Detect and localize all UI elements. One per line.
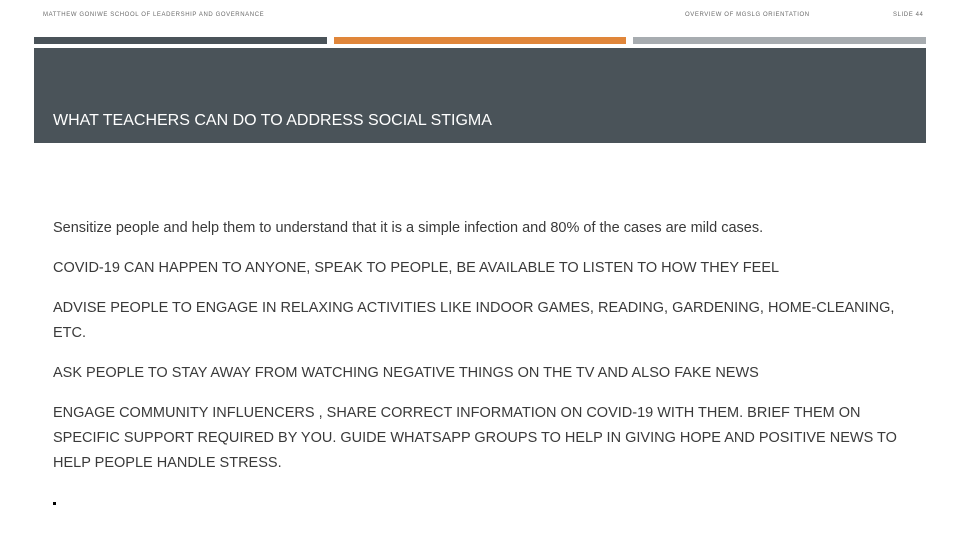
paragraph-sensitize: Sensitize people and help them to understand that it is a simple infection and 80% of the cases are mild cases.: [53, 220, 764, 236]
content-body: [53, 216, 923, 491]
paragraph-avoid-negative: ASK PEOPLE TO STAY AWAY FROM WATCHING NEGATIVE THINGS ON THE TV AND ALSO FAKE NEWS: [53, 365, 759, 381]
paragraph-covid-anyone: COVID-19 CAN HAPPEN TO ANYONE, SPEAK TO PEOPLE, BE AVAILABLE TO LISTEN TO HOW THEY FEEL: [53, 260, 780, 276]
accent-bar-orange: [334, 37, 626, 44]
title-band: [34, 48, 926, 143]
paragraph-community-influencers: ENGAGE COMMUNITY INFLUENCERS , SHARE CORRECT INFORMATION ON COVID-19 WITH THEM. BRIEF THEM ON SPECIFIC SUPPORT REQUIRED BY YOU. GUIDE WHATSAPP GROUPS TO HELP IN GIVING HOPE AND POSITIVE NEWS TO HELP PEOPLE HANDLE STRESS.: [53, 405, 897, 471]
header-slide-number: SLIDE 44: [893, 12, 924, 18]
paragraph-relaxing-activities: ADVISE PEOPLE TO ENGAGE IN RELAXING ACTIVITIES LIKE INDOOR GAMES, READING, GARDENING, HOME-CLEANING, ETC.: [53, 300, 895, 341]
accent-bar-dark: [34, 37, 327, 44]
accent-bar-gray: [633, 37, 926, 44]
slide-title: WHAT TEACHERS CAN DO TO ADDRESS SOCIAL STIGMA: [53, 112, 492, 129]
header-presentation-title: OVERVIEW OF MGSLG ORIENTATION: [685, 12, 810, 18]
empty-bullet-marker: [53, 502, 56, 505]
header-organization: MATTHEW GONIWE SCHOOL OF LEADERSHIP AND GOVERNANCE: [43, 12, 265, 18]
